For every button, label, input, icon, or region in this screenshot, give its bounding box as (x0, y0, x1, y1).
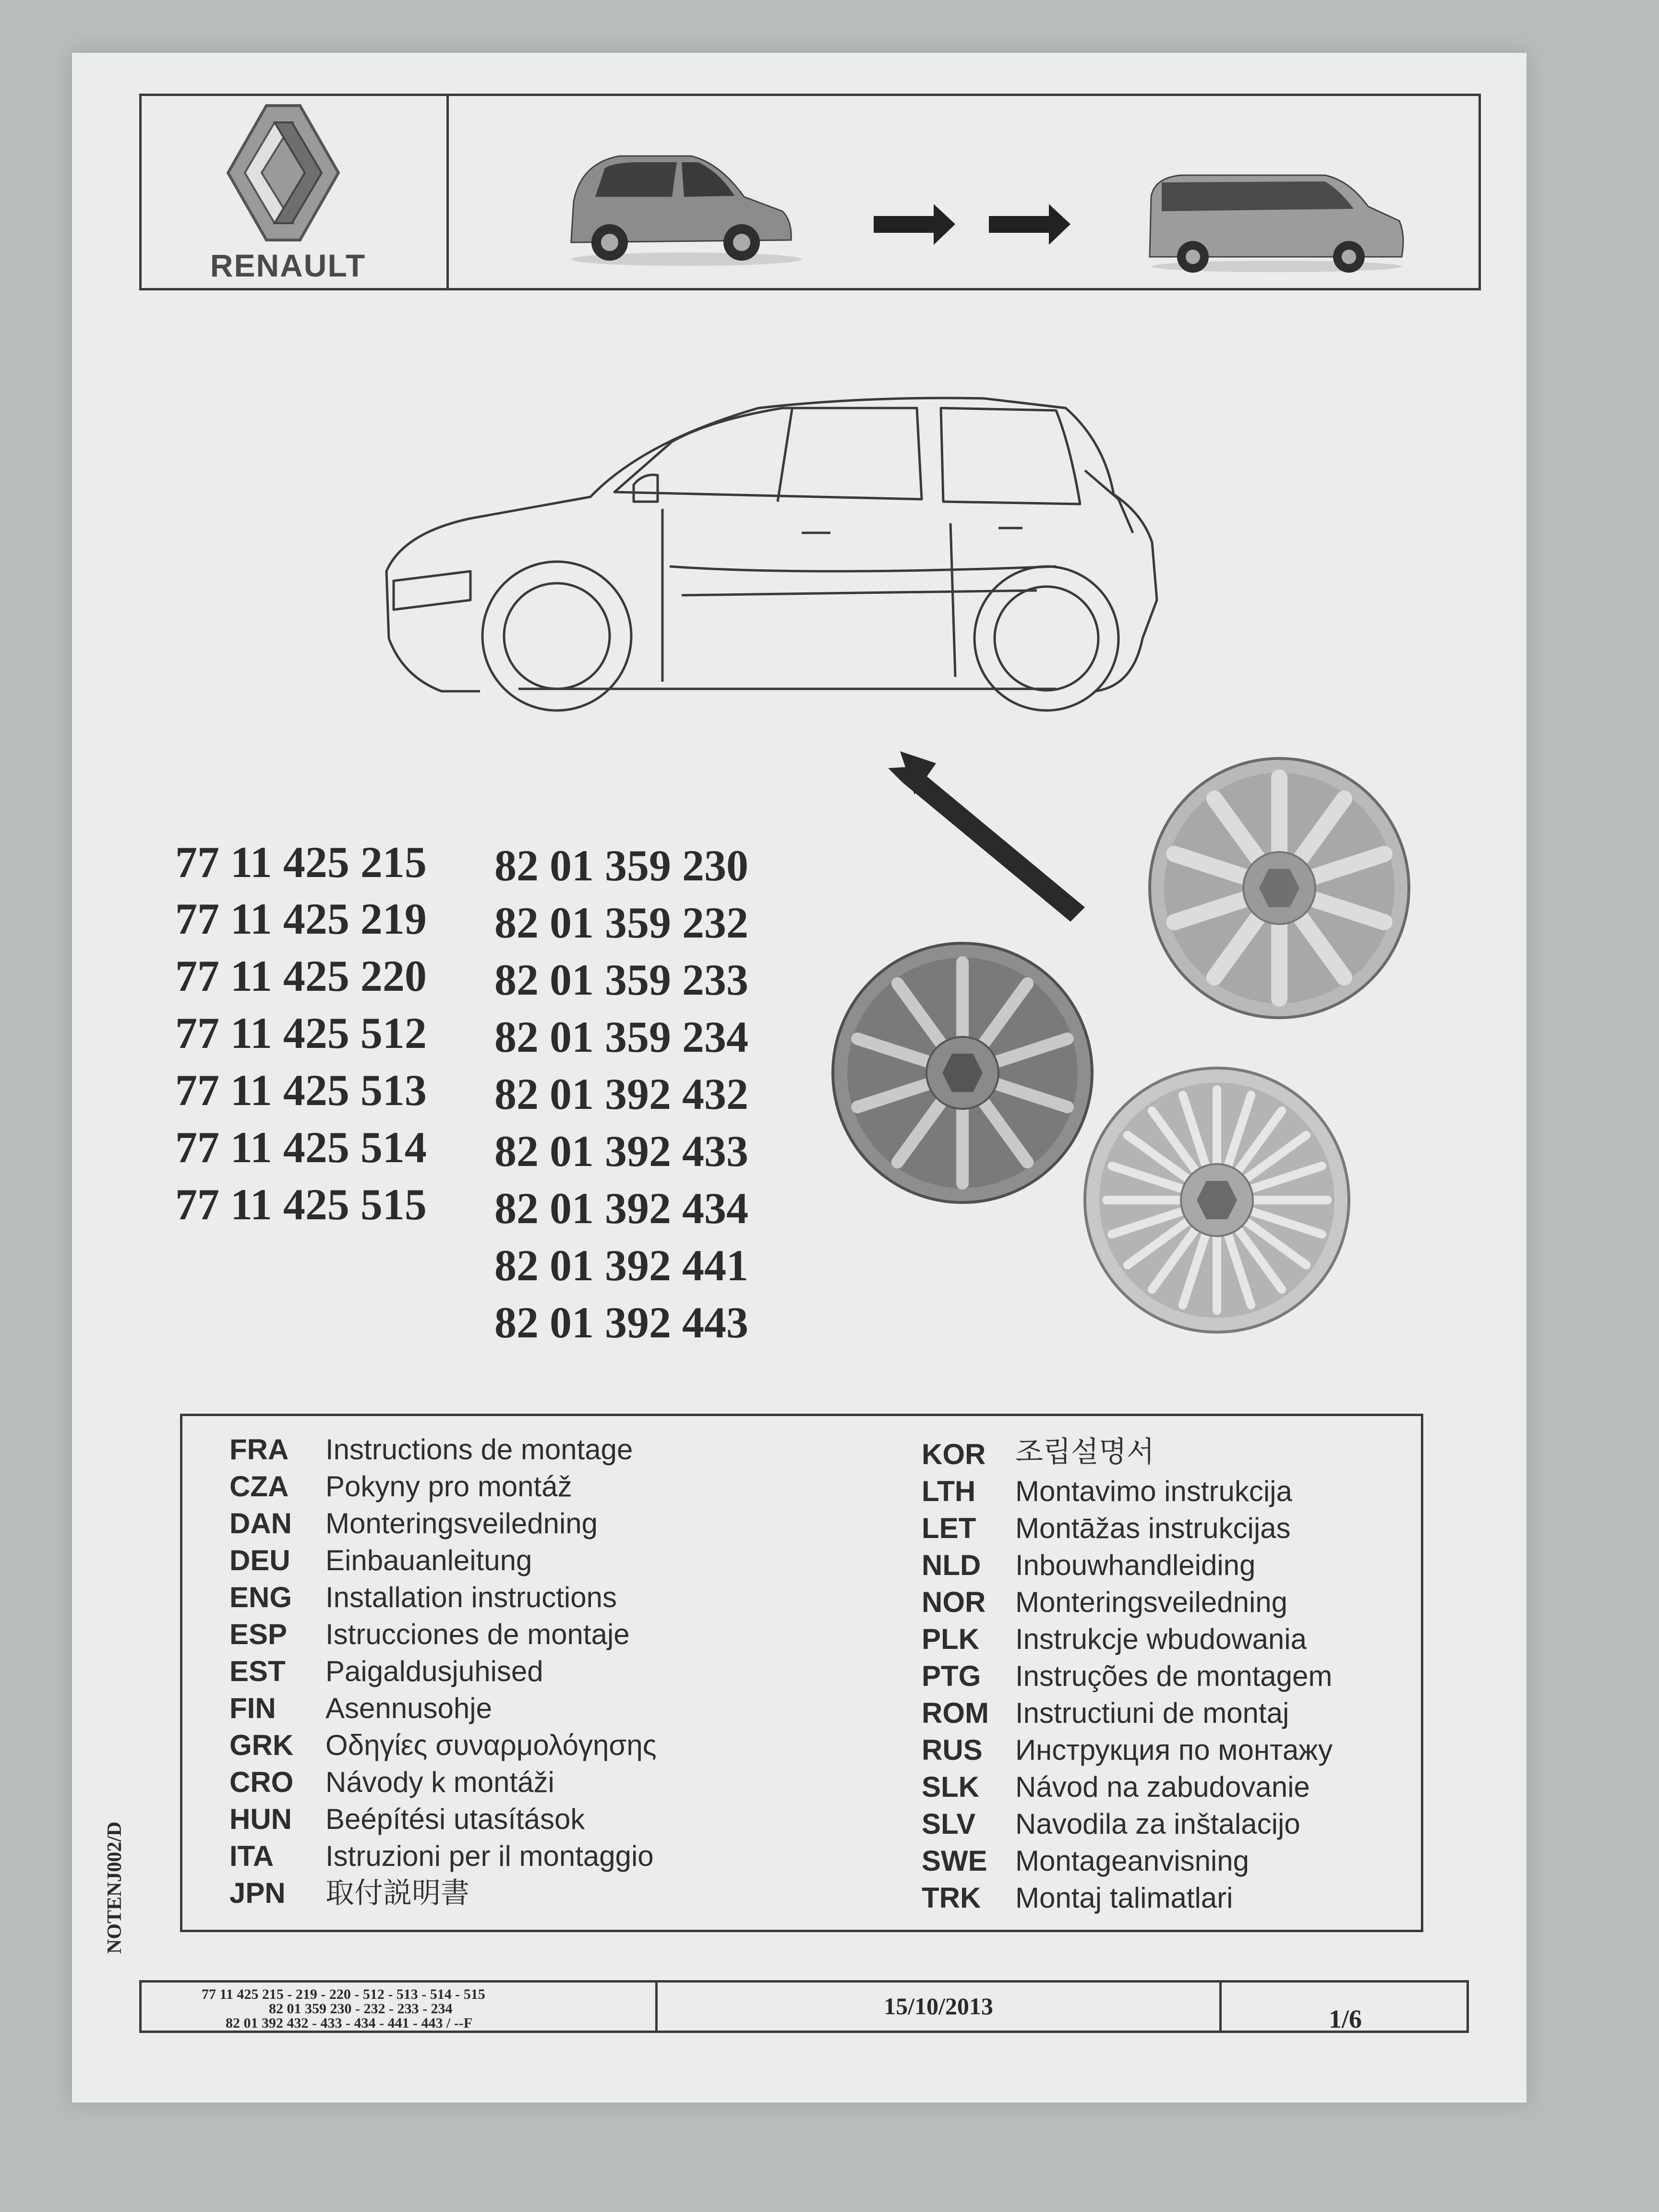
language-title: Montageanvisning (1015, 1845, 1250, 1877)
renault-logo-icon (221, 101, 346, 245)
language-code: FIN (229, 1692, 276, 1724)
language-title: Návod na zabudovanie (1015, 1771, 1310, 1803)
language-code: NLD (922, 1549, 981, 1581)
part-number: 82 01 392 443 (494, 1298, 748, 1347)
language-title: Monteringsveiledning (325, 1507, 598, 1539)
language-code: SLK (922, 1771, 979, 1803)
part-number: 82 01 392 433 (494, 1127, 748, 1176)
language-code: LTH (922, 1475, 976, 1507)
language-title: 取付説明書 (325, 1877, 469, 1909)
language-code: DAN (229, 1507, 292, 1539)
language-code: ITA (229, 1840, 274, 1872)
language-title: Installation instructions (325, 1581, 617, 1613)
language-code: RUS (922, 1734, 983, 1766)
language-title: Instruções de montagem (1015, 1660, 1333, 1692)
footer-reference: 82 01 392 432 - 433 - 434 - 441 - 443 / --F (226, 2015, 473, 2031)
language-title: Istrucciones de montaje (325, 1618, 630, 1650)
page-number: 1/6 (1328, 2005, 1362, 2033)
part-number: 77 11 425 514 (175, 1123, 427, 1172)
language-code: CRO (229, 1766, 294, 1798)
language-title: Einbauanleitung (325, 1544, 532, 1576)
language-code: ESP (229, 1618, 288, 1650)
part-number: 82 01 359 233 (494, 955, 748, 1004)
part-number: 77 11 425 215 (175, 838, 427, 887)
language-title: Beépítési utasítások (325, 1803, 585, 1835)
part-number: 82 01 359 234 (494, 1012, 748, 1061)
language-code: HUN (229, 1803, 292, 1835)
language-code: GRK (229, 1729, 294, 1761)
language-code: KOR (922, 1438, 986, 1470)
footer-date: 15/10/2013 (884, 1993, 993, 2020)
language-title: Instructiuni de montaj (1015, 1697, 1289, 1729)
language-code: NOR (922, 1586, 986, 1618)
language-title: Pokyny pro montáž (325, 1470, 572, 1503)
car-side-line-drawing (374, 389, 1306, 725)
language-title: Montaj talimatlari (1015, 1882, 1233, 1914)
language-code: JPN (229, 1877, 286, 1909)
language-title: Инструкция по монтажу (1015, 1734, 1333, 1766)
header-divider (446, 94, 449, 290)
language-title: Inbouwhandleiding (1015, 1549, 1256, 1581)
language-title: Montāžas instrukcijas (1015, 1512, 1291, 1544)
language-title: 조립설명서 (1015, 1436, 1154, 1468)
minivan-photo-icon (1142, 168, 1407, 274)
wheel-covers-illustration (816, 734, 1440, 1354)
language-code: ENG (229, 1581, 292, 1613)
language-title: Instructions de montage (325, 1433, 633, 1466)
language-title: Paigaldusjuhised (325, 1655, 543, 1687)
part-number: 82 01 359 230 (494, 841, 748, 890)
part-number: 77 11 425 515 (175, 1180, 427, 1229)
part-number: 82 01 392 432 (494, 1070, 748, 1118)
language-code: TRK (922, 1882, 981, 1914)
language-code: DEU (229, 1544, 290, 1576)
double-arrow-icon (874, 202, 1080, 247)
part-number: 77 11 425 219 (175, 894, 427, 943)
part-number: 82 01 392 441 (494, 1241, 748, 1290)
language-code: PLK (922, 1623, 979, 1655)
part-number: 77 11 425 513 (175, 1066, 427, 1115)
language-code: ROM (922, 1697, 989, 1729)
part-number: 77 11 425 512 (175, 1009, 427, 1058)
part-number: 82 01 392 434 (494, 1184, 748, 1233)
language-title: Istruzioni per il montaggio (325, 1840, 654, 1872)
small-car-photo-icon (562, 144, 802, 269)
brand-name: RENAULT (210, 248, 366, 283)
part-number: 82 01 359 232 (494, 898, 748, 947)
language-title: Navodila za inštalacijo (1015, 1808, 1300, 1840)
language-code: FRA (229, 1433, 289, 1466)
document-code: NOTENJ002/D (104, 1821, 126, 1954)
language-code: CZA (229, 1470, 289, 1503)
language-title: Οδηγίες συναρμολόγησης (325, 1729, 657, 1761)
language-title: Asennusohje (325, 1692, 492, 1724)
language-code: PTG (922, 1660, 981, 1692)
language-code: SWE (922, 1845, 987, 1877)
language-title: Návody k montáži (325, 1766, 554, 1798)
language-title: Monteringsveiledning (1015, 1586, 1288, 1618)
footer-reference: 77 11 425 215 - 219 - 220 - 512 - 513 - 514 - 515 (202, 1986, 485, 2002)
language-code: SLV (922, 1808, 976, 1840)
language-title: Montavimo instrukcija (1015, 1475, 1292, 1507)
part-number: 77 11 425 220 (175, 951, 427, 1000)
footer-reference: 82 01 359 230 - 232 - 233 - 234 (269, 2001, 453, 2017)
language-title: Instrukcje wbudowania (1015, 1623, 1307, 1655)
language-code: LET (922, 1512, 976, 1544)
language-code: EST (229, 1655, 286, 1687)
